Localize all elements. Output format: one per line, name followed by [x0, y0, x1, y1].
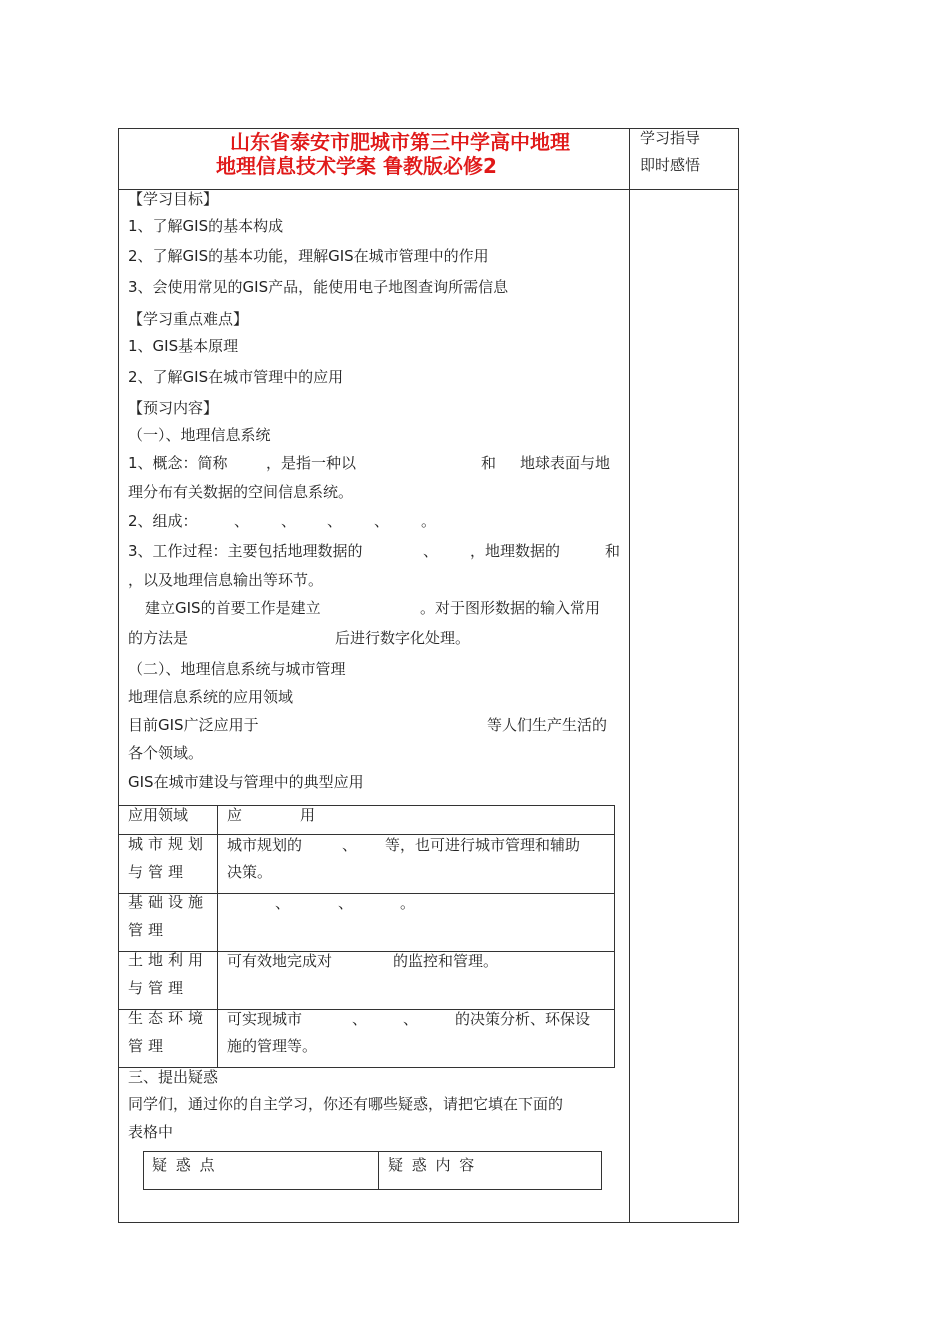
app-row-3-text-a: 可有效地完成对 [227, 952, 333, 970]
goal-item-2: 2、了解GIS的基本功能，理解GIS在城市管理中的作用 [128, 247, 489, 265]
outer-left-border [118, 128, 119, 1223]
compose-end: 。 [421, 512, 437, 530]
doubt-table-left [143, 1151, 144, 1190]
key-item-2: 2、了解GIS在城市管理中的应用 [128, 368, 344, 386]
compose-sep-2: 、 [281, 512, 297, 530]
process-text-b: 、 [423, 542, 439, 560]
doubt-table-col-point: 疑 惑 点 [152, 1156, 217, 1174]
section-1-title: （一）、地理信息系统 [128, 426, 271, 444]
process-text-c: ，地理数据的 [470, 542, 561, 560]
app-table-right [614, 805, 615, 1068]
process-label: 3、工作过程：主要包括地理数据的 [128, 542, 363, 560]
doubt-heading: 三、提出疑惑 [128, 1068, 219, 1086]
apply-text-a: 目前GIS广泛应用于 [128, 716, 259, 734]
column-divider [629, 128, 630, 1223]
app-row-4-field: 生态环境管理 [128, 1009, 209, 1055]
doubt-text-line-1: 同学们，通过你的自主学习，你还有哪些疑惑，请把它填在下面的 [128, 1095, 564, 1113]
doubt-table-bottom [143, 1189, 602, 1190]
side-header-line1: 学习指导 [640, 129, 701, 147]
doubt-text-line-2: 表格中 [128, 1123, 174, 1141]
build-text-b: 。对于图形数据的输入常用 [420, 599, 601, 617]
app-row-2-field: 基础设施管理 [128, 893, 209, 939]
outer-right-border [738, 128, 739, 1223]
field-heading: 地理信息系统的应用领域 [128, 688, 294, 706]
app-table-col-divider [217, 805, 218, 1068]
app-row-4-text-c: 、 [403, 1010, 419, 1028]
compose-sep-1: 、 [234, 512, 250, 530]
side-header-line2: 即时感悟 [640, 156, 701, 174]
document-title-line1: 山东省泰安市肥城市第三中学高中地理 [230, 130, 570, 154]
document-title-line2: 地理信息技术学案 鲁教版必修2 [216, 154, 497, 178]
app-row-1-text-c: 等，也可进行城市管理和辅助 [385, 836, 581, 854]
app-row-4-text-a: 可实现城市 [227, 1010, 303, 1028]
compose-sep-3: 、 [327, 512, 343, 530]
preview-heading: 【预习内容】 [128, 399, 219, 417]
compose-label: 2、组成： [128, 512, 198, 530]
app-row-2-text-b: 、 [338, 894, 354, 912]
app-row-1-text-a: 城市规划的 [227, 836, 303, 854]
doubt-table-mid [378, 1151, 379, 1190]
apply-line-2: 各个领域。 [128, 744, 204, 762]
key-heading: 【学习重点难点】 [128, 310, 249, 328]
app-table-top [118, 805, 615, 806]
outer-bottom-border [118, 1222, 739, 1223]
goal-heading: 【学习目标】 [128, 190, 219, 208]
doubt-table-right [601, 1151, 602, 1190]
method-text-b: 后进行数字化处理。 [335, 629, 471, 647]
goal-item-3: 3、会使用常见的GIS产品，能使用电子地图查询所需信息 [128, 278, 509, 296]
doubt-table-col-content: 疑 惑 内 容 [388, 1156, 477, 1174]
section-2-title: （二）、地理信息系统与城市管理 [128, 660, 346, 678]
app-row-3-field: 土地利用与管理 [128, 951, 209, 997]
app-row-4-text-b: 、 [352, 1010, 368, 1028]
process-line-2: ，以及地理信息输出等环节。 [128, 571, 324, 589]
apply-text-b: 等人们生产生活的 [487, 716, 608, 734]
key-item-1: 1、GIS基本原理 [128, 337, 239, 355]
app-table-header-app-1: 应 [227, 806, 243, 824]
typical-heading: GIS在城市建设与管理中的典型应用 [128, 773, 364, 791]
goal-item-1: 1、了解GIS的基本构成 [128, 217, 284, 235]
app-row-1-text-b: 、 [342, 836, 358, 854]
app-table-header-app-2: 用 [300, 806, 316, 824]
doubt-table-top [143, 1151, 602, 1152]
build-text-a: 建立GIS的首要工作是建立 [145, 599, 321, 617]
concept-text-b: ，是指一种以 [266, 454, 357, 472]
concept-label: 1、概念：简称 [128, 454, 228, 472]
app-row-2-text-c: 。 [400, 894, 416, 912]
concept-text-c: 和 [481, 454, 497, 472]
app-row-1-field: 城市规划与管理 [128, 835, 209, 881]
app-row-2-text-a: 、 [275, 894, 291, 912]
app-row-3-text-b: 的监控和管理。 [393, 952, 499, 970]
compose-sep-4: 、 [374, 512, 390, 530]
method-text-a: 的方法是 [128, 629, 189, 647]
concept-line-2: 理分布有关数据的空间信息系统。 [128, 483, 354, 501]
concept-text-d: 地球表面与地 [520, 454, 611, 472]
app-row-1-line-2: 决策。 [227, 863, 273, 881]
process-text-d: 和 [605, 542, 621, 560]
app-row-4-text-d: 的决策分析、环保设 [455, 1010, 591, 1028]
app-row-4-line-2: 施的管理等。 [227, 1037, 318, 1055]
app-table-header-field: 应用领域 [128, 806, 189, 824]
